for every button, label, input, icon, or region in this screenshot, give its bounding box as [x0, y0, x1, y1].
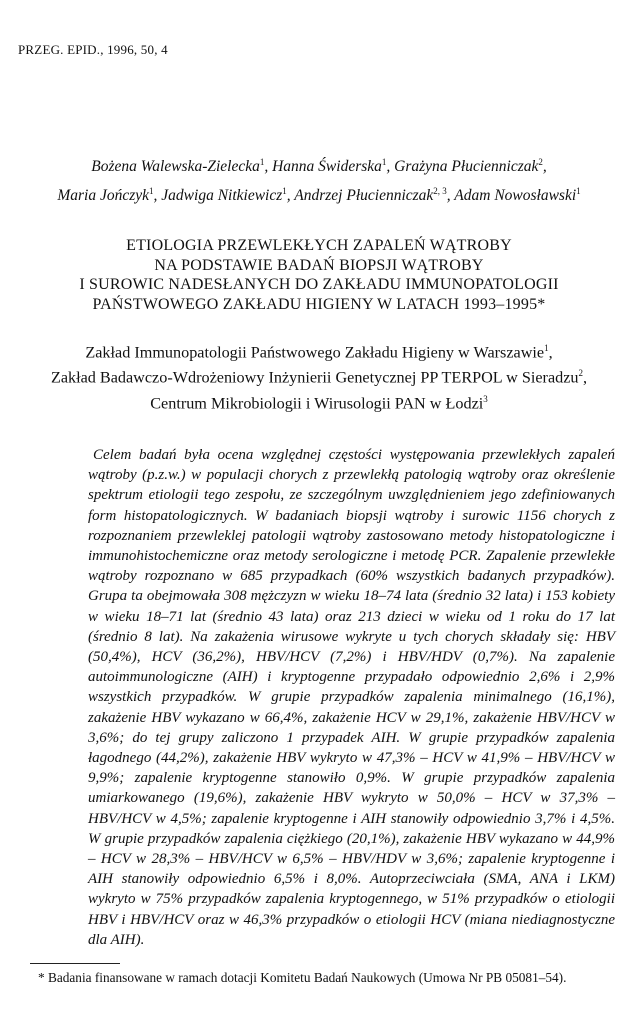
author-list: Bożena Walewska-Zielecka$^1$, Hanna Świderska$^1$, Grażyna Płucienniczak$^2$, Maria Jończyk$^1$, Jadwiga Nitkiewicz$^1$, Andrzej Płucienniczak$^{2, 3}$, Adam Nowosławski$^1$ — [57, 157, 581, 205]
affiliation-line: Zakład Immunopatologii Państwowego Zakładu Higieny w Warszawie$^1$, — [85, 343, 553, 362]
affiliation-text: Centrum Mikrobiologii i Wirusologii PAN w Łodzi — [150, 394, 484, 413]
author-affiliation-mark: 1 — [259, 157, 265, 167]
author-name: Andrzej Płucienniczak — [294, 187, 434, 205]
author-name: Bożena Walewska-Zielecka — [91, 158, 260, 176]
title-line: I SUROWIC NADESŁANYCH DO ZAKŁADU IMMUNOPATOLOGII — [79, 276, 559, 293]
author-name: Jadwiga Nitkiewicz — [161, 187, 283, 205]
author-name: Adam Nowosławski — [454, 187, 577, 205]
footnote-rule — [30, 963, 120, 964]
affiliation-line — [10, 389, 628, 414]
author-affiliation-mark: 2 — [538, 157, 543, 167]
affiliations — [10, 338, 628, 414]
affiliation-mark: 1 — [544, 343, 549, 353]
title-line: ETIOLOGIA PRZEWLEKŁYCH ZAPALEŃ WĄTROBY — [126, 237, 512, 254]
author-affiliation-mark: 1 — [149, 186, 154, 197]
affiliation-mark: 2 — [578, 368, 584, 379]
author-affiliation-mark: 1 — [576, 186, 581, 197]
author-affiliation-mark: 1 — [282, 186, 287, 197]
author-name: Hanna Świderska — [272, 158, 382, 176]
abstract-paragraph: Celem badań była ocena względnej częstości występowania przewlekłych zapaleń wątroby (p.z.w.) w populacji chorych z przewlekłą patologią wątroby oraz określenie spektrum etiologii tego zespołu, ze szczególnym uwzględnieniem jego zdefiniowanych form histopatologicznych. W badaniach biopsji wątroby i surowic 1156 chorych z rozpoznaniem przewleklej patologii wątroby zastosowano metody histopatologiczne i immunohistochemiczne oraz metody serologiczne i metodę PCR. Zapalenie przewlekłe wątroby rozpoznano w 685 przypadkach (60% wszystkich badanych przypadków). Grupa ta obejmowała 308 mężczyzn w wieku 18–74 lata (średnio 32 lata) i 153 kobiety w wieku 18–71 lat (średnio 43 lata) oraz 213 dzieci w wieku od 1 roku do 17 lat (średnio 8 lat). Na zakażenia wirusowe wykryte u tych chorych składały się: HBV (50,4%), HCV (36,2%), HBV/HCV (7,2%) i HBV/HDV (0,7%). Na zapalenie autoimmunologiczne (AIH) i kryptogenne przypadało odpowiednio 2,6% i 2,9% wszystkich przypadków. W grupie przypadków zapalenia minimalnego (16,1%), zakażenie HBV wykazano w 66,4%, zakażenie HCV w 29,1%, zakażenie HBV/HCV w 3,6%; do tej grupy zaliczono 1 przypadek AIH. W grupie przypadków zapalenia łagodnego (44,2%), zakażenie HBV wykryto w 47,3% – HCV w 41,9% – HBV/HCV w 9,9%; zapalenie kryptogenne stanowiło 0,9%. W grupie przypadków zapalenia umiarkowanego (19,6%), zakażenie HBV wykryto w 50,0% – HCV w 37,3% – HBV/HCV w 4,5%; zapalenie kryptogenne i AIH stanowiły odpowiednio 3,7% i 4,5%. W grupie przypadków zapalenia ciężkiego (20,1%), zakażenie HBV wykazano w 44,9% – HCV w 28,3% – HBV/HCV w 6,5% – HBV/HDV w 3,6%; zapalenie kryptogenne i AIH stanowiły odpowiednio 6,5% i 8,0%. Autoprzeciwciała (SMA, ANA i LKM) wykryto w 75% przypadków zapalenia kryptogennego, w 51% przypadków o etiologii HBV i HBV/HCV oraz w 46,3% przypadków o etiologii HCV (miana niediagnostyczne dla AIH). — [88, 447, 615, 948]
author-name: Maria Jończyk — [57, 187, 150, 205]
journal-header: PRZEG. EPID., 1996, 50, 4 — [18, 42, 168, 57]
affiliation-text: Zakład Immunopatologii Państwowego Zakładu Higieny w Warszawie — [85, 343, 545, 362]
title-line: PAŃSTWOWEGO ZAKŁADU HIGIENY W LATACH 1993–1995* — [92, 295, 546, 313]
article-title — [10, 236, 628, 314]
affiliation-text: Zakład Badawczo-Wdrożeniowy Inżynierii Genetycznej PP TERPOL w Sieradzu — [50, 368, 579, 387]
affiliation-mark: 3 — [483, 393, 488, 404]
author-name: Grażyna Płucienniczak — [394, 158, 539, 176]
title-line: NA PODSTAWIE BADAŃ BIOPSJI WĄTROBY — [154, 256, 484, 274]
author-affiliation-mark: 2, 3 — [433, 186, 447, 197]
author-affiliation-mark: 1 — [381, 157, 387, 167]
footnote: * Badania finansowane w ramach dotacji Komitetu Badań Naukowych (Umowa Nr PB 05081–54). — [38, 970, 567, 985]
affiliation-line: Zakład Badawczo-Wdrożeniowy Inżynierii Genetycznej PP TERPOL w Sieradzu$^2$, — [50, 368, 588, 387]
